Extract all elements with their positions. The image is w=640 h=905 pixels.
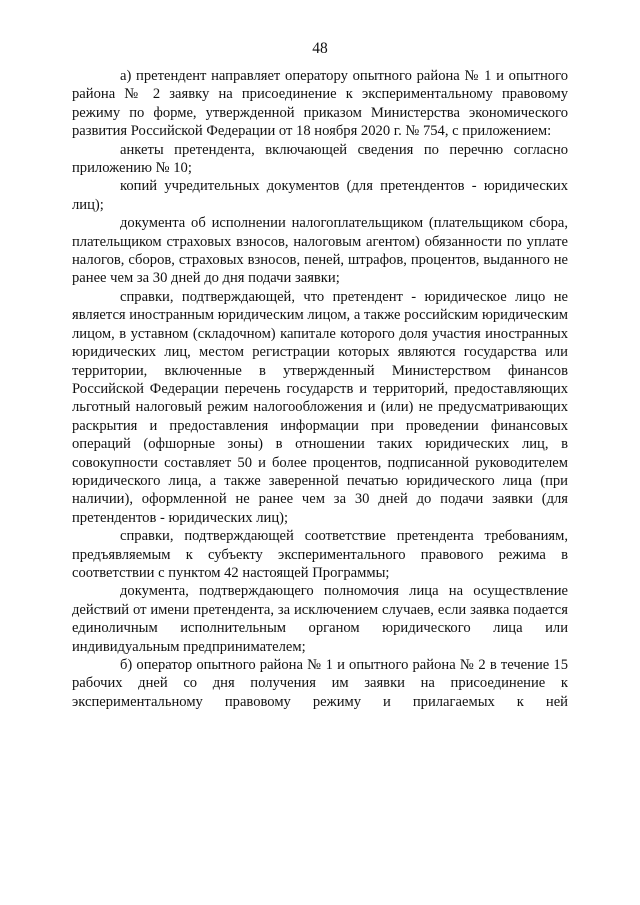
page-number: 48 bbox=[312, 40, 328, 57]
paragraph-tax-certificate: документа об исполнении налогоплательщиком (плательщиком сбора, плательщиком страховых взносов, налоговым агентом) обязанности по уплате налогов, сборов, страховых взносов, пеней, штрафов, процентов, выданного не ранее чем за 30 дней до дня подачи заявки; bbox=[72, 215, 568, 287]
paragraph-compliance-certificate: справки, подтверждающей соответствие претендента требованиям, предъявляемым к субъекту экспериментального правового режима в соответствии с пунктом 42 настоящей Программы; bbox=[72, 528, 568, 581]
paragraph-foreign-participation-certificate: справки, подтверждающей, что претендент - юридическое лицо не является иностранным юридическим лицом, а также российским юридическим лицом, в уставном (складочном) капитале которого доля участия иностранных юридических лиц, местом регистрации которых являются государства или территории, включенные в утвержденный Министерством финансов Российской Федерации перечень государств и территорий, предоставляющих льготный налоговый режим налогообложения и (или) не предусматривающих раскрытия и предоставления информации при проведении финансовых операций (офшорные зоны) в отношении таких юридических лиц, в совокупности составляет 50 и более процентов, подписанной руководителем юридического лица, а также заверенной печатью юридического лица (при наличии), оформленной не ранее чем за 30 дней до подачи заявки (для претендентов - юридических лиц); bbox=[72, 288, 568, 526]
paragraph-item-b: б) оператор опытного района № 1 и опытного района № 2 в течение 15 рабочих дней со дня получения им заявки на присоединение к экспериментальному правовому режиму и прилагаемых к ней bbox=[72, 657, 568, 710]
paragraph-founding-documents: копий учредительных документов (для претендентов - юридических лиц); bbox=[72, 178, 568, 213]
paragraph-applicant-questionnaire: анкеты претендента, включающей сведения по перечню согласно приложению № 10; bbox=[72, 141, 568, 177]
document-body bbox=[72, 67, 568, 711]
paragraph-authority-document: документа, подтверждающего полномочия лица на осуществление действий от имени претендента, за исключением случаев, если заявка подается единоличным исполнительным органом юридического лица или индивидуальным предпринимателем; bbox=[72, 583, 568, 655]
paragraph-item-a: а) претендент направляет оператору опытного района № 1 и опытного района № 2 заявку на присоединение к экспериментальному правовому режиму по форме, утвержденной приказом Министерства экономического развития Российской Федерации от 18 ноября 2020 г. № 754, с приложением: bbox=[72, 68, 568, 140]
